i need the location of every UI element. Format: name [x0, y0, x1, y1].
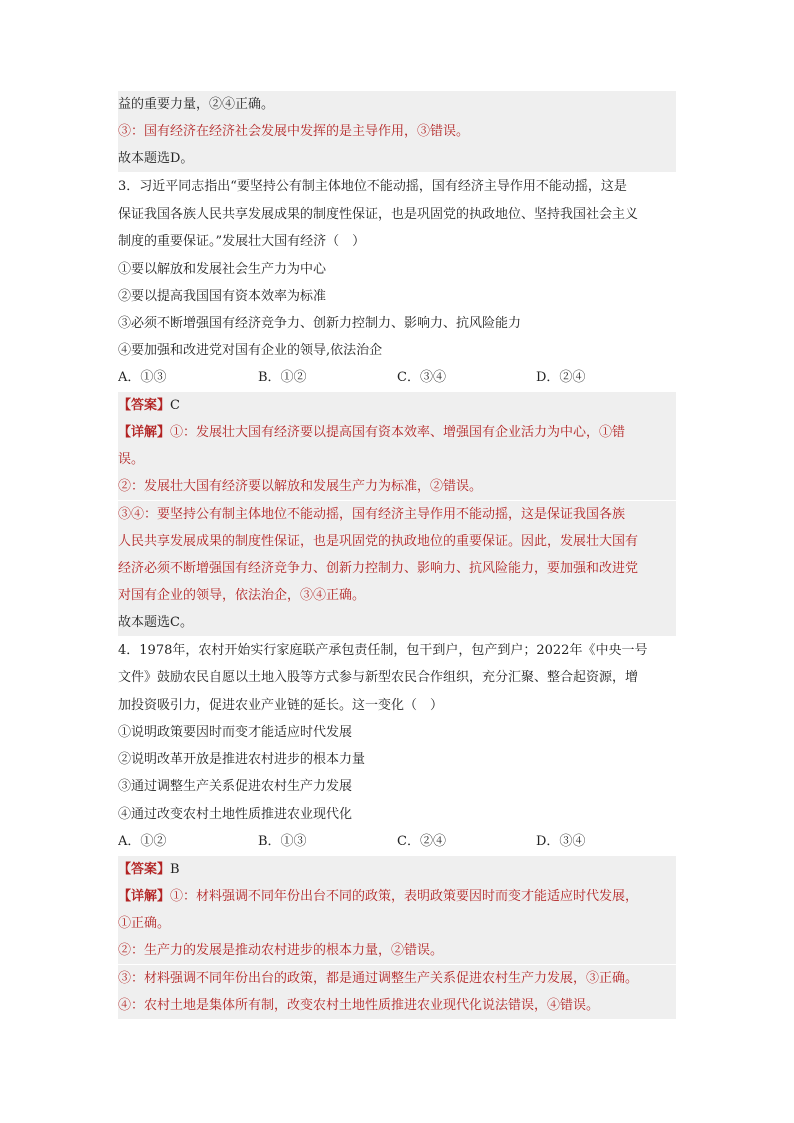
- q3-option-d: D．②④: [536, 370, 586, 385]
- q3-option-a: A．①③: [118, 370, 167, 385]
- prev-analysis-line: ③：国有经济在经济社会发展中发挥的是主导作用，③错误。: [118, 118, 676, 145]
- q3-detail-line: 对国有企业的领导，依法治企，③④正确。: [118, 582, 676, 609]
- q3-answer-label: 【答案】: [118, 398, 171, 413]
- q4-detail-line: ②：生产力的发展是推动农村进步的根本力量，②错误。: [118, 937, 676, 964]
- q4-options: [118, 828, 676, 855]
- q3-stem-line: 3．习近平同志指出“要坚持公有制主体地位不能动摇，国有经济主导作用不能动摇，这是: [118, 179, 627, 194]
- q4-option-a: A．①②: [118, 834, 167, 849]
- q4-detail-line: [118, 883, 676, 910]
- prev-analysis-conclusion: 故本题选D。: [118, 145, 676, 172]
- q3-detail-line: ②：发展壮大国有经济要以解放和发展生产力为标准，②错误。: [118, 473, 676, 500]
- q4-statement: ④通过改变农村土地性质推进农业现代化: [118, 807, 353, 822]
- q4-detail-line: ③：材料强调不同年份出台的政策，都是通过调整生产关系促进农村生产力发展，③正确。: [118, 965, 676, 992]
- q3-stem-line: 制度的重要保证。”发展壮大国有经济（ ）: [118, 234, 366, 249]
- q4-answer-value: B: [170, 862, 180, 877]
- q3-answer-value: C: [170, 398, 180, 413]
- q3-statement: ③必须不断增强国有经济竞争力、创新力控制力、影响力、抗风险能力: [118, 316, 522, 331]
- q4-option-c: C．②④: [397, 834, 446, 849]
- q4-option-d: D．③④: [536, 834, 586, 849]
- q3-detail-line: ③④：要坚持公有制主体地位不能动摇，国有经济主导作用不能动摇，这是保证我国各族: [118, 501, 676, 528]
- q3-conclusion: 故本题选C。: [118, 609, 676, 636]
- q4-stem-line: 4．1978年，农村开始实行家庭联产承包责任制，包干到户，包产到户；2022年《中央一号: [118, 643, 648, 658]
- q3-statement: ①要以解放和发展社会生产力为中心: [118, 262, 327, 277]
- q4-stem-line: 加投资吸引力，促进农业产业链的延长。这一变化（ ）: [118, 698, 444, 713]
- q4-detail-text: ①：材料强调不同年份出台不同的政策，表明政策要因时而变才能适应时代发展，: [170, 889, 639, 904]
- q4-detail-label: 【详解】: [118, 889, 171, 904]
- q4-statement: ①说明政策要因时而变才能适应时代发展: [118, 725, 353, 740]
- q3-detail-line: [118, 419, 676, 446]
- q4-answer-label: 【答案】: [118, 862, 171, 877]
- q4-stem-line: 文件》鼓励农民自愿以土地入股等方式参与新型农民合作组织，充分汇聚、整合起资源，增: [118, 670, 639, 685]
- q4-statement: ②说明改革开放是推进农村进步的根本力量: [118, 752, 366, 767]
- q4-detail-line: ④：农村土地是集体所有制，改变农村土地性质推进农业现代化说法错误，④错误。: [118, 992, 676, 1019]
- prev-analysis-line: 益的重要力量，②④正确。: [118, 91, 676, 118]
- q3-answer: [118, 392, 676, 419]
- q4-statement: ③通过调整生产关系促进农村生产力发展: [118, 779, 353, 794]
- q3-detail-line: 经济必须不断增强国有经济竞争力、创新力控制力、影响力、抗风险能力，要加强和改进党: [118, 555, 676, 582]
- q3-options: [118, 364, 676, 391]
- q4-detail-line: ①正确。: [118, 910, 676, 937]
- q3-statement: ②要以提高我国国有资本效率为标准: [118, 289, 327, 304]
- q3-statement: ④要加强和改进党对国有企业的领导,依法治企: [118, 343, 383, 358]
- q3-option-b: B．①②: [258, 370, 307, 385]
- q3-detail-text: ①：发展壮大国有经济要以提高国有资本效率、增强国有企业活力为中心，①错: [170, 425, 626, 440]
- q4-answer: [118, 856, 676, 883]
- q3-detail-line: 人民共享发展成果的制度性保证，也是巩固党的执政地位的重要保证。因此，发展壮大国有: [118, 528, 676, 555]
- q3-option-c: C．③④: [397, 370, 446, 385]
- q3-detail-label: 【详解】: [118, 425, 171, 440]
- q4-option-b: B．①③: [258, 834, 307, 849]
- q3-stem-line: 保证我国各族人民共享发展成果的制度性保证，也是巩固党的执政地位、坚持我国社会主义: [118, 207, 639, 222]
- q3-detail-line: 误。: [118, 446, 676, 473]
